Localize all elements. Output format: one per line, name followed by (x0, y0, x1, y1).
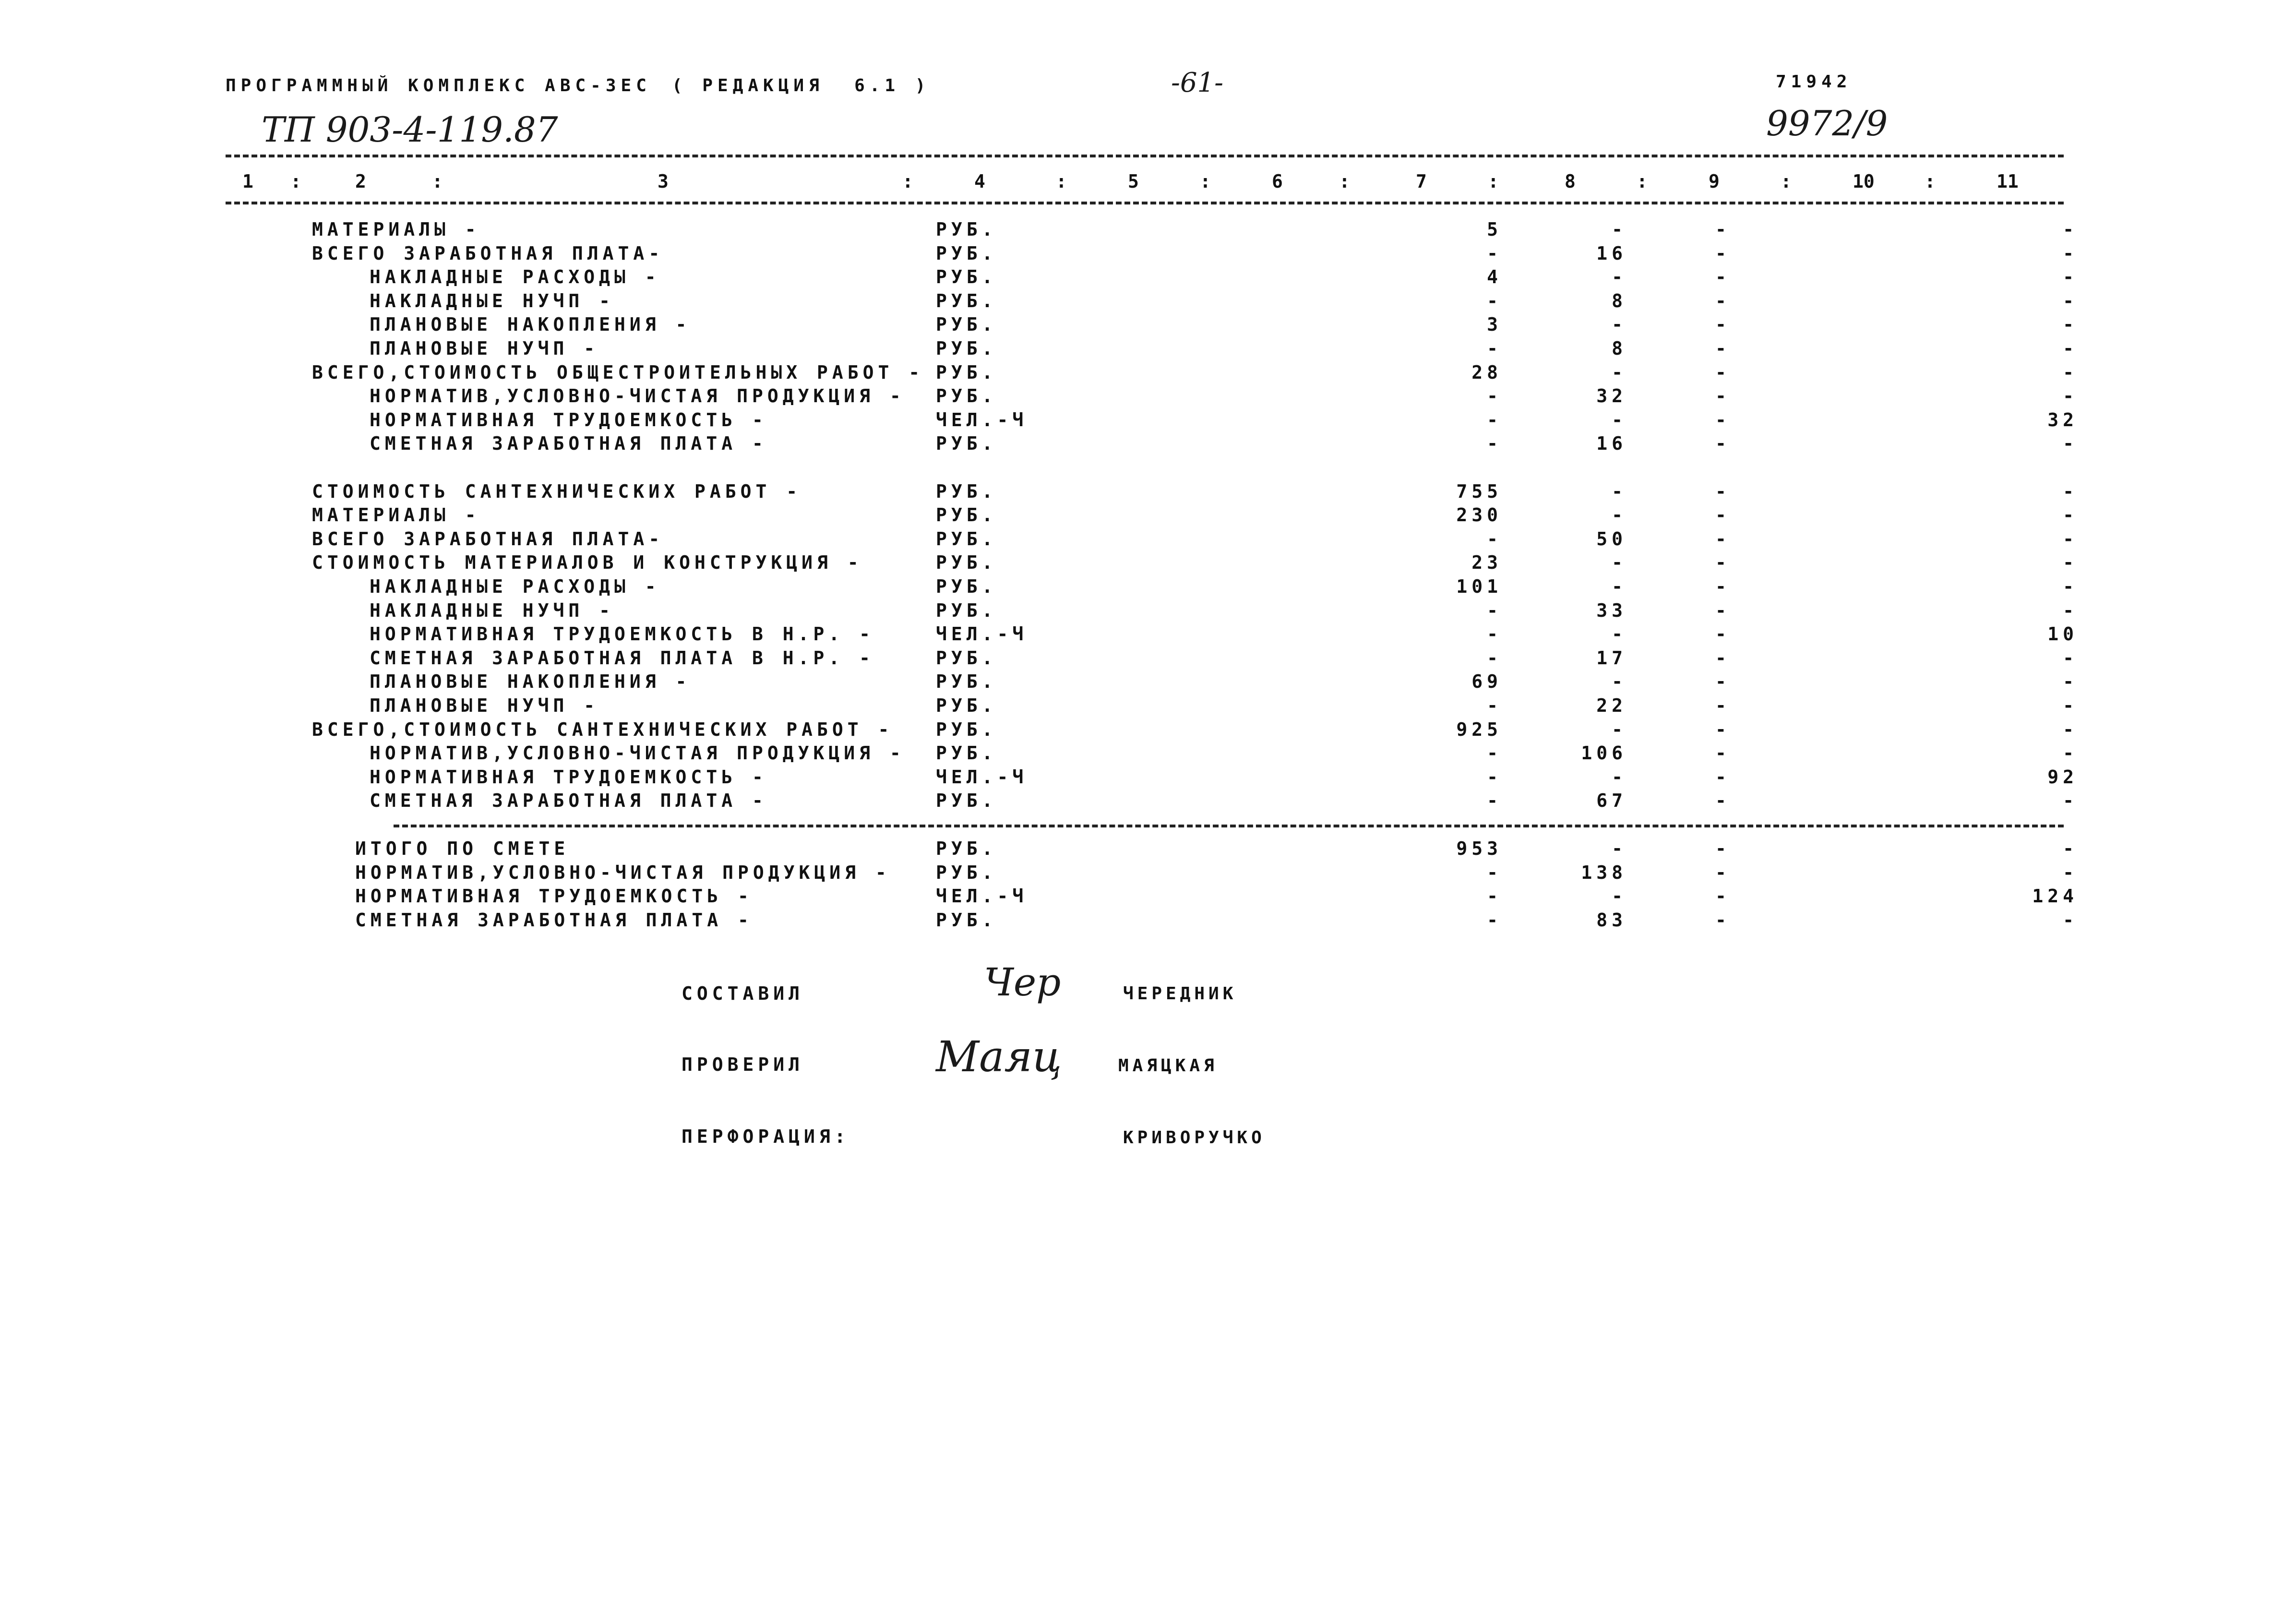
column-number: 8 (1565, 171, 1576, 192)
table-row (0, 385, 2296, 408)
row-col8: - (1612, 838, 1627, 859)
row-col8: 22 (1596, 695, 1627, 716)
table-row (0, 742, 2296, 766)
column-number: 10 (1853, 171, 1875, 192)
row-col11: - (2063, 266, 2078, 288)
row-col11: 32 (2047, 409, 2078, 431)
row-col8: - (1612, 552, 1627, 574)
row-unit: РУБ. (936, 314, 997, 335)
row-col11: - (2063, 862, 2078, 883)
row-col8: 83 (1596, 909, 1627, 931)
row-col7: 953 (1456, 838, 1502, 859)
row-name: МАТЕРИАЛЫ - (312, 504, 480, 526)
row-col9: - (1715, 385, 1731, 407)
row-col8: - (1612, 504, 1627, 526)
column-number: : (1339, 171, 1350, 192)
row-col8: 17 (1596, 647, 1627, 669)
column-number: 1 (242, 171, 253, 192)
row-col7: 925 (1456, 718, 1502, 740)
row-col8: 32 (1596, 385, 1627, 407)
row-col9: - (1715, 862, 1731, 883)
column-number: : (1925, 171, 1936, 192)
row-unit: РУБ. (936, 385, 997, 407)
row-col9: - (1715, 433, 1731, 455)
table-row (0, 695, 2296, 718)
row-col7: - (1487, 695, 1502, 716)
row-name: НОРМАТИВ,УСЛОВНО-ЧИСТАЯ ПРОДУКЦИЯ - (370, 742, 905, 764)
row-col8: 106 (1581, 742, 1627, 764)
row-unit: ЧЕЛ.-Ч (936, 886, 1028, 907)
row-unit: РУБ. (936, 647, 997, 669)
table-row (0, 623, 2296, 646)
table-row (0, 671, 2296, 694)
row-col11: - (2063, 552, 2078, 574)
row-name: НОРМАТИВ,УСЛОВНО-ЧИСТАЯ ПРОДУКЦИЯ - (370, 385, 905, 407)
row-col7: - (1487, 290, 1502, 311)
program-title: ПРОГРАММНЫЙ КОМПЛЕКС АВС-3ЕС (226, 76, 651, 96)
row-col11: - (2063, 838, 2078, 859)
row-col11: - (2063, 219, 2078, 240)
edition-label: ( РЕДАКЦИЯ 6.1 ) (672, 76, 931, 96)
row-col11: - (2063, 242, 2078, 264)
row-col8: - (1612, 576, 1627, 597)
row-name: НАКЛАДНЫЕ НУЧП - (370, 290, 615, 311)
row-col9: - (1715, 742, 1731, 764)
row-col11: - (2063, 433, 2078, 455)
row-col7: - (1487, 862, 1502, 883)
row-col7: - (1487, 886, 1502, 907)
row-col8: - (1612, 718, 1627, 740)
row-unit: РУБ. (936, 576, 997, 597)
table-row (0, 266, 2296, 289)
row-col8: - (1612, 266, 1627, 288)
row-col9: - (1715, 576, 1731, 597)
row-col9: - (1715, 338, 1731, 359)
row-col9: - (1715, 718, 1731, 740)
row-name: ВСЕГО ЗАРАБОТНАЯ ПЛАТА- (312, 528, 664, 550)
column-number: : (902, 171, 913, 192)
row-col11: - (2063, 790, 2078, 812)
row-unit: РУБ. (936, 242, 997, 264)
table-row (0, 790, 2296, 813)
row-name: НОРМАТИВ,УСЛОВНО-ЧИСТАЯ ПРОДУКЦИЯ - (355, 862, 891, 883)
table-row (0, 243, 2296, 266)
row-name: НОРМАТИВНАЯ ТРУДОЕМКОСТЬ - (355, 886, 753, 907)
row-name: НОРМАТИВНАЯ ТРУДОЕМКОСТЬ - (370, 409, 767, 431)
row-col9: - (1715, 290, 1731, 311)
column-number: : (290, 171, 301, 192)
row-unit: РУБ. (936, 862, 997, 883)
row-col8: - (1612, 886, 1627, 907)
row-col11: - (2063, 671, 2078, 693)
row-col7: - (1487, 409, 1502, 431)
row-col8: - (1612, 409, 1627, 431)
row-unit: ЧЕЛ.-Ч (936, 766, 1028, 788)
row-col8: 138 (1581, 862, 1627, 883)
row-name: ПЛАНОВЫЕ НАКОПЛЕНИЯ - (370, 314, 691, 335)
row-name: СМЕТНАЯ ЗАРАБОТНАЯ ПЛАТА - (370, 790, 767, 812)
row-unit: РУБ. (936, 219, 997, 240)
row-col7: 5 (1487, 219, 1502, 240)
table-row (0, 910, 2296, 933)
row-unit: РУБ. (936, 266, 997, 288)
row-unit: РУБ. (936, 480, 997, 502)
row-name: НОРМАТИВНАЯ ТРУДОЕМКОСТЬ - (370, 766, 767, 788)
table-row (0, 504, 2296, 527)
row-col11: - (2063, 385, 2078, 407)
column-number: : (1637, 171, 1648, 192)
row-col9: - (1715, 790, 1731, 812)
row-col7: 101 (1456, 576, 1502, 597)
row-col7: 23 (1471, 552, 1502, 574)
table-row (0, 219, 2296, 242)
row-name: ПЛАНОВЫЕ НУЧП - (370, 338, 599, 359)
row-col11: - (2063, 314, 2078, 335)
reference-number: 9972/9 (1766, 103, 1888, 144)
table-row (0, 766, 2296, 790)
checked-label: ПРОВЕРИЛ (682, 1054, 804, 1075)
row-col9: - (1715, 647, 1731, 669)
column-number: : (1056, 171, 1067, 192)
row-col9: - (1715, 552, 1731, 574)
column-number: 4 (974, 171, 985, 192)
table-row (0, 338, 2296, 361)
table-row (0, 528, 2296, 551)
row-name: ИТОГО ПО СМЕТЕ (355, 838, 570, 859)
row-col7: 69 (1471, 671, 1502, 693)
row-unit: РУБ. (936, 361, 997, 383)
row-col9: - (1715, 838, 1731, 859)
row-col11: - (2063, 480, 2078, 502)
column-number: 2 (355, 171, 366, 192)
row-col9: - (1715, 504, 1731, 526)
row-col11: - (2063, 338, 2078, 359)
row-col7: 28 (1471, 361, 1502, 383)
row-name: СМЕТНАЯ ЗАРАБОТНАЯ ПЛАТА - (355, 909, 753, 931)
row-col8: 8 (1612, 338, 1627, 359)
row-col9: - (1715, 671, 1731, 693)
code-number: 71942 (1776, 72, 1852, 92)
row-name: НАКЛАДНЫЕ РАСХОДЫ - (370, 576, 660, 597)
document-id: ТП 903-4-119.87 (262, 109, 558, 150)
row-col8: 67 (1596, 790, 1627, 812)
table-row (0, 647, 2296, 670)
row-col7: - (1487, 385, 1502, 407)
row-col9: - (1715, 909, 1731, 931)
row-col8: 16 (1596, 433, 1627, 455)
column-number: : (1781, 171, 1792, 192)
row-col7: - (1487, 742, 1502, 764)
row-col7: - (1487, 433, 1502, 455)
row-col9: - (1715, 528, 1731, 550)
row-name: НОРМАТИВНАЯ ТРУДОЕМКОСТЬ В Н.Р. - (370, 623, 874, 645)
row-col7: - (1487, 528, 1502, 550)
perforation-name: КРИВОРУЧКО (1123, 1128, 1266, 1148)
row-col7: - (1487, 242, 1502, 264)
row-name: МАТЕРИАЛЫ - (312, 219, 480, 240)
row-col8: - (1612, 766, 1627, 788)
row-col11: - (2063, 504, 2078, 526)
row-col9: - (1715, 242, 1731, 264)
row-col8: - (1612, 219, 1627, 240)
column-number: 3 (658, 171, 669, 192)
row-col9: - (1715, 766, 1731, 788)
row-col7: - (1487, 766, 1502, 788)
table-row (0, 886, 2296, 909)
totals-divider (394, 825, 2064, 827)
row-col7: - (1487, 338, 1502, 359)
row-col9: - (1715, 409, 1731, 431)
row-name: СМЕТНАЯ ЗАРАБОТНАЯ ПЛАТА - (370, 433, 767, 455)
row-col11: - (2063, 290, 2078, 311)
row-unit: РУБ. (936, 433, 997, 455)
table-row (0, 838, 2296, 861)
table-row (0, 457, 2296, 480)
row-unit: РУБ. (936, 504, 997, 526)
row-col8: - (1612, 623, 1627, 645)
row-col9: - (1715, 266, 1731, 288)
column-number: 9 (1709, 171, 1720, 192)
row-col7: 230 (1456, 504, 1502, 526)
row-unit: РУБ. (936, 838, 997, 859)
row-unit: РУБ. (936, 909, 997, 931)
table-row (0, 600, 2296, 623)
row-unit: РУБ. (936, 338, 997, 359)
compiled-signature: Чер (984, 960, 1061, 1005)
header-rule-bottom (226, 202, 2064, 204)
table-row (0, 719, 2296, 742)
column-number: : (1488, 171, 1499, 192)
column-number: 7 (1416, 171, 1427, 192)
column-number: : (1200, 171, 1211, 192)
row-col11: - (2063, 695, 2078, 716)
row-unit: РУБ. (936, 718, 997, 740)
row-name: СТОИМОСТЬ САНТЕХНИЧЕСКИХ РАБОТ - (312, 480, 802, 502)
table-row (0, 576, 2296, 599)
row-unit: ЧЕЛ.-Ч (936, 623, 1028, 645)
row-col9: - (1715, 695, 1731, 716)
table-row (0, 433, 2296, 456)
column-number: 5 (1128, 171, 1139, 192)
row-name: ВСЕГО,СТОИМОСТЬ ОБЩЕСТРОИТЕЛЬНЫХ РАБОТ - (312, 361, 924, 383)
row-col7: - (1487, 623, 1502, 645)
row-col9: - (1715, 480, 1731, 502)
row-unit: РУБ. (936, 742, 997, 764)
table-row (0, 362, 2296, 385)
row-unit: РУБ. (936, 528, 997, 550)
row-unit: РУБ. (936, 790, 997, 812)
row-name: СТОИМОСТЬ МАТЕРИАЛОВ И КОНСТРУКЦИЯ - (312, 552, 863, 574)
row-col11: 92 (2047, 766, 2078, 788)
header-rule-top (226, 155, 2064, 157)
row-col8: 16 (1596, 242, 1627, 264)
row-col9: - (1715, 219, 1731, 240)
row-name: СМЕТНАЯ ЗАРАБОТНАЯ ПЛАТА В Н.Р. - (370, 647, 874, 669)
row-col7: - (1487, 790, 1502, 812)
row-col7: 755 (1456, 480, 1502, 502)
row-unit: РУБ. (936, 671, 997, 693)
table-row (0, 862, 2296, 885)
table-row (0, 409, 2296, 432)
row-col11: 124 (2032, 886, 2078, 907)
checked-name: МАЯЦКАЯ (1118, 1056, 1218, 1076)
row-col11: - (2063, 528, 2078, 550)
row-col9: - (1715, 886, 1731, 907)
row-col8: - (1612, 480, 1627, 502)
row-col8: 8 (1612, 290, 1627, 311)
row-col9: - (1715, 314, 1731, 335)
row-col8: - (1612, 361, 1627, 383)
row-col8: - (1612, 314, 1627, 335)
row-col7: - (1487, 599, 1502, 621)
perforation-label: ПЕРФОРАЦИЯ: (682, 1126, 850, 1147)
row-col11: - (2063, 718, 2078, 740)
row-col11: - (2063, 361, 2078, 383)
row-unit: РУБ. (936, 695, 997, 716)
row-name: ПЛАНОВЫЕ НУЧП - (370, 695, 599, 716)
row-unit: РУБ. (936, 552, 997, 574)
checked-signature: Маяц (936, 1032, 1062, 1081)
table-row (0, 481, 2296, 504)
page-number: -61- (1171, 67, 1224, 98)
row-name: НАКЛАДНЫЕ НУЧП - (370, 599, 615, 621)
row-unit: РУБ. (936, 290, 997, 311)
row-col11: 10 (2047, 623, 2078, 645)
row-col11: - (2063, 909, 2078, 931)
column-number: 6 (1272, 171, 1283, 192)
table-row (0, 552, 2296, 575)
row-col8: 50 (1596, 528, 1627, 550)
row-col11: - (2063, 576, 2078, 597)
row-name: ВСЕГО,СТОИМОСТЬ САНТЕХНИЧЕСКИХ РАБОТ - (312, 718, 894, 740)
row-col7: 4 (1487, 266, 1502, 288)
row-unit: ЧЕЛ.-Ч (936, 409, 1028, 431)
row-col7: - (1487, 647, 1502, 669)
column-number: : (432, 171, 443, 192)
row-col11: - (2063, 742, 2078, 764)
row-name: ВСЕГО ЗАРАБОТНАЯ ПЛАТА- (312, 242, 664, 264)
compiled-label: СОСТАВИЛ (682, 983, 804, 1004)
table-row (0, 290, 2296, 313)
row-col7: 3 (1487, 314, 1502, 335)
row-col9: - (1715, 623, 1731, 645)
row-name: НАКЛАДНЫЕ РАСХОДЫ - (370, 266, 660, 288)
row-col11: - (2063, 599, 2078, 621)
row-col7: - (1487, 909, 1502, 931)
compiled-name: ЧЕРЕДНИК (1123, 984, 1237, 1004)
row-col9: - (1715, 599, 1731, 621)
row-col11: - (2063, 647, 2078, 669)
row-col8: - (1612, 671, 1627, 693)
column-number: 11 (1997, 171, 2019, 192)
row-name: ПЛАНОВЫЕ НАКОПЛЕНИЯ - (370, 671, 691, 693)
row-col9: - (1715, 361, 1731, 383)
row-col8: 33 (1596, 599, 1627, 621)
row-unit: РУБ. (936, 599, 997, 621)
table-row (0, 314, 2296, 337)
